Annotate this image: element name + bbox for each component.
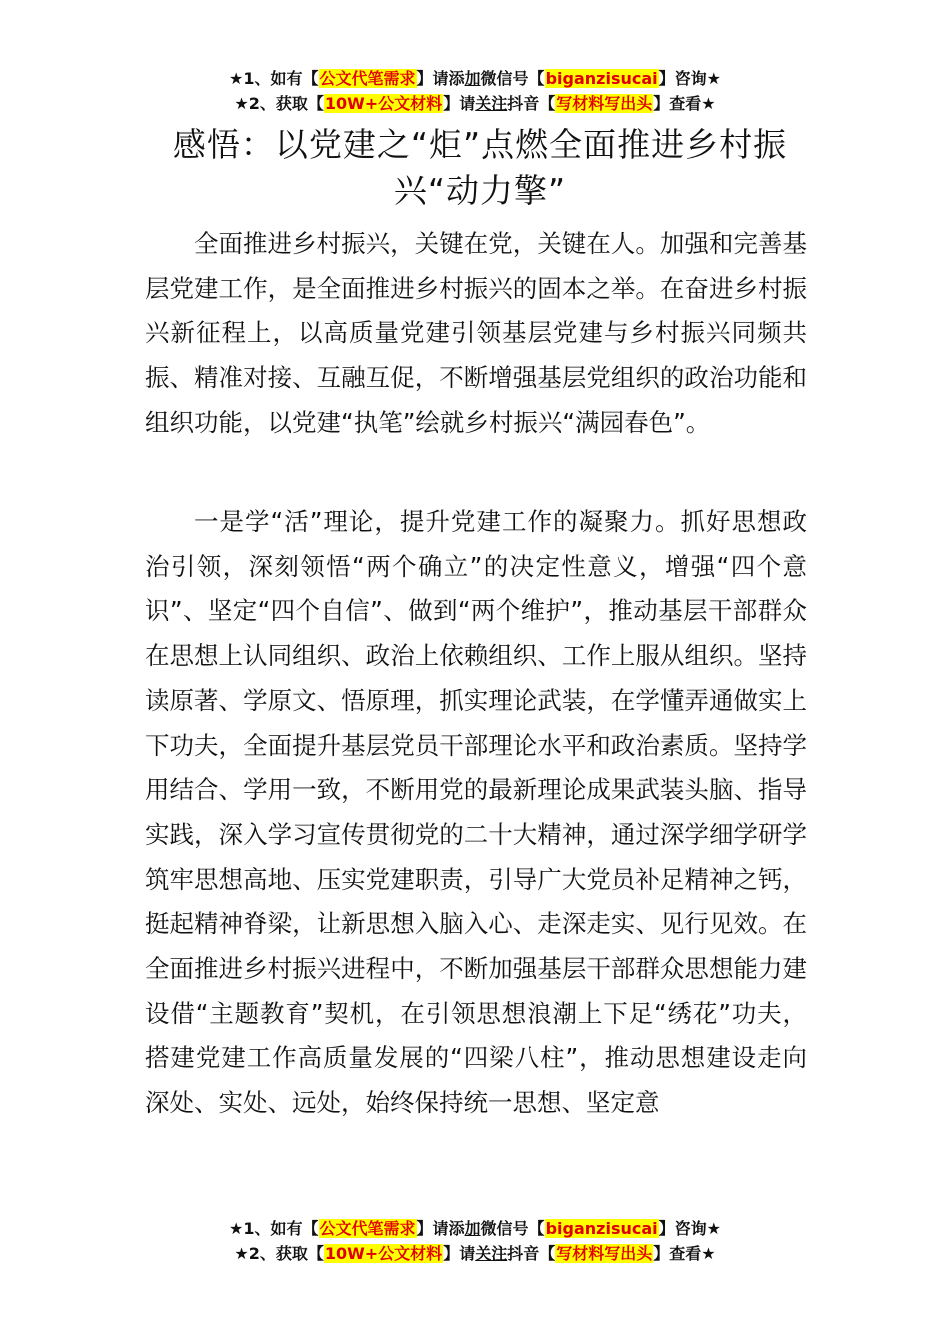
banner-line-1: ★1、如有【公文代笔需求】请添加微信号【biganzisucai】咨询★: [229, 69, 721, 88]
banner-line-2: ★2、获取【10W+公文材料】请关注抖音【写材料写出头】查看★: [234, 94, 716, 113]
highlight-service: 公文代笔需求: [319, 69, 416, 88]
highlight-wechat-id: biganzisucai: [545, 69, 658, 88]
header-banner: [0, 66, 950, 116]
document-title: 感悟：以党建之“炬”点燃全面推进乡村振兴“动力擎”: [172, 125, 788, 210]
highlight-service: 公文代笔需求: [319, 1219, 416, 1238]
banner-line-1: ★1、如有【公文代笔需求】请添加微信号【biganzisucai】咨询★: [229, 1219, 721, 1238]
highlight-douyin: 写材料写出头: [556, 1244, 653, 1263]
highlight-materials: 10W+公文材料: [324, 1244, 443, 1263]
highlight-douyin: 写材料写出头: [556, 94, 653, 113]
paragraph-intro: 全面推进乡村振兴，关键在党，关键在人。加强和完善基层党建工作，是全面推进乡村振兴的固本之举。在奋进乡村振兴新征程上，以高质量党建引领基层党建与乡村振兴同频共振、精准对接、互融互促，不断增强基层党组织的政治功能和组织功能，以党建“执笔”绘就乡村振兴“满园春色”。: [145, 229, 807, 437]
paragraph-point-one: 一是学“活”理论，提升党建工作的凝聚力。抓好思想政治引领，深刻领悟“两个确立”的决定性意义，增强“四个意识”、坚定“四个自信”、做到“两个维护”，推动基层干部群众在思想上认同组织、政治上依赖组织、工作上服从组织。坚持读原著、学原文、悟原理，抓实理论武装，在学懂弄通做实上下功夫，全面提升基层党员干部理论水平和政治素质。坚持学用结合、学用一致，不断用党的最新理论成果武装头脑、指导实践，深入学习宣传贯彻党的二十大精神，通过深学细学研学筑牢思想高地、压实党建职责，引导广大党员补足精神之钙，挺起精神脊梁，让新思想入脑入心、走深走实、见行见效。在全面推进乡村振兴进程中，不断加强基层干部群众思想能力建设借“主题教育”契机，在引领思想浪潮上下足“绣花”功夫，搭建党建工作高质量发展的“四梁八柱”，推动思想建设走向深处、实处、远处，始终保持统一思想、坚定意: [145, 507, 807, 1118]
banner-line-2: ★2、获取【10W+公文材料】请关注抖音【写材料写出头】查看★: [234, 1244, 716, 1263]
footer-banner: [0, 1216, 950, 1266]
highlight-wechat-id: biganzisucai: [545, 1219, 658, 1238]
highlight-materials: 10W+公文材料: [324, 94, 443, 113]
